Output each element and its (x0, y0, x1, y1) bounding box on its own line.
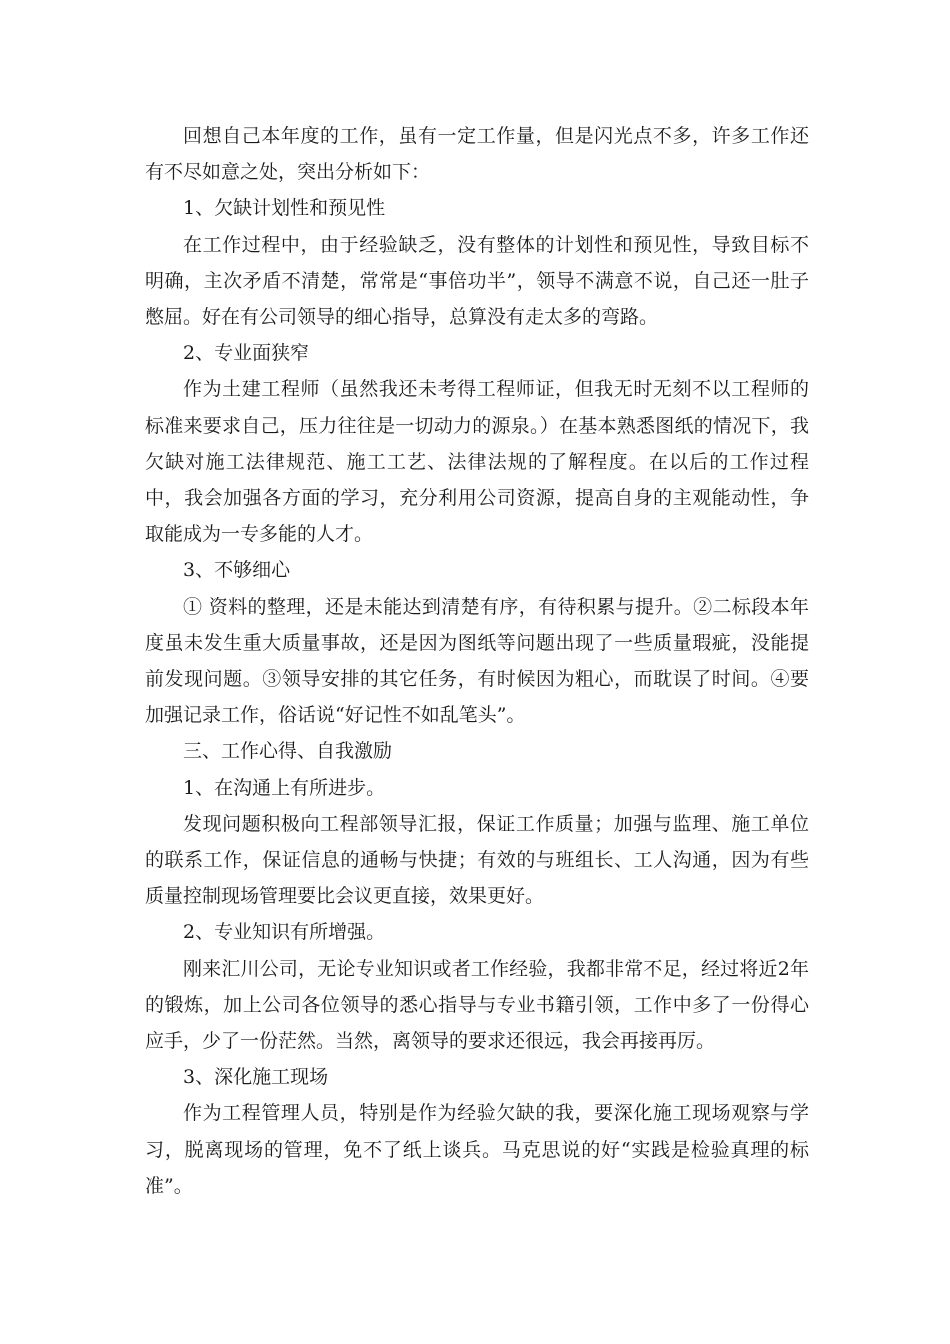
heading-communication: 1、在沟通上有所进步。 (183, 776, 386, 799)
paragraph-knowledge: 刚来汇川公司，无论专业知识或者工作经验，我都非常不足，经过将近2年的锻炼，加上公司各位领导的悉心指导与专业书籍引领，工作中多了一份得心应手，少了一份茫然。当然，离领导的要求还很远，我会再接再厉。 (145, 957, 809, 1053)
heading-lack-of-planning: 1、欠缺计划性和预见性 (183, 197, 386, 220)
heading-knowledge: 2、专业知识有所增强。 (183, 921, 386, 944)
paragraph-site: 作为工程管理人员，特别是作为经验欠缺的我，要深化施工现场观察与学习，脱离现场的管理，免不了纸上谈兵。马克思说的好“实践是检验真理的标准”。 (145, 1102, 809, 1197)
document-body (145, 118, 809, 1204)
heading-section-three: 三、工作心得、自我激励 (183, 740, 393, 763)
paragraph-expertise: 作为土建工程师（虽然我还未考得工程师证，但我无时无刻不以工程师的标准来要求自己，压力往往是一切动力的源泉。）在基本熟悉图纸的情况下，我欠缺对施工法律规范、施工工艺、法律法规的了解程度。在以后的工作过程中，我会加强各方面的学习，充分利用公司资源，提高自身的主观能动性，争取能成为一专多能的人才。 (145, 378, 809, 546)
heading-site: 3、深化施工现场 (183, 1066, 329, 1089)
paragraph-communication: 发现问题积极向工程部领导汇报，保证工作质量；加强与监理、施工单位的联系工作，保证信息的通畅与快捷；有效的与班组长、工人沟通，因为有些质量控制现场管理要比会议更直接，效果更好。 (145, 812, 809, 908)
paragraph-intro: 回想自己本年度的工作，虽有一定工作量，但是闪光点不多，许多工作还有不尽如意之处，突出分析如下： (145, 125, 809, 184)
paragraph-planning: 在工作过程中，由于经验缺乏，没有整体的计划性和预见性，导致目标不明确，主次矛盾不清楚，常常是“事倍功半”，领导不满意不说，自己还一肚子憋屈。好在有公司领导的细心指导，总算没有走太多的弯路。 (145, 233, 809, 329)
heading-not-careful: 3、不够细心 (183, 559, 291, 582)
paragraph-carefulness: ① 资料的整理，还是未能达到清楚有序，有待积累与提升。②二标段本年度虽未发生重大质量事故，还是因为图纸等问题出现了一些质量瑕疵，没能提前发现问题。③领导安排的其它任务，有时候因为粗心，而耽误了时间。④要加强记录工作，俗话说“好记性不如乱笔头”。 (145, 595, 809, 727)
heading-narrow-expertise: 2、专业面狭窄 (183, 342, 310, 365)
